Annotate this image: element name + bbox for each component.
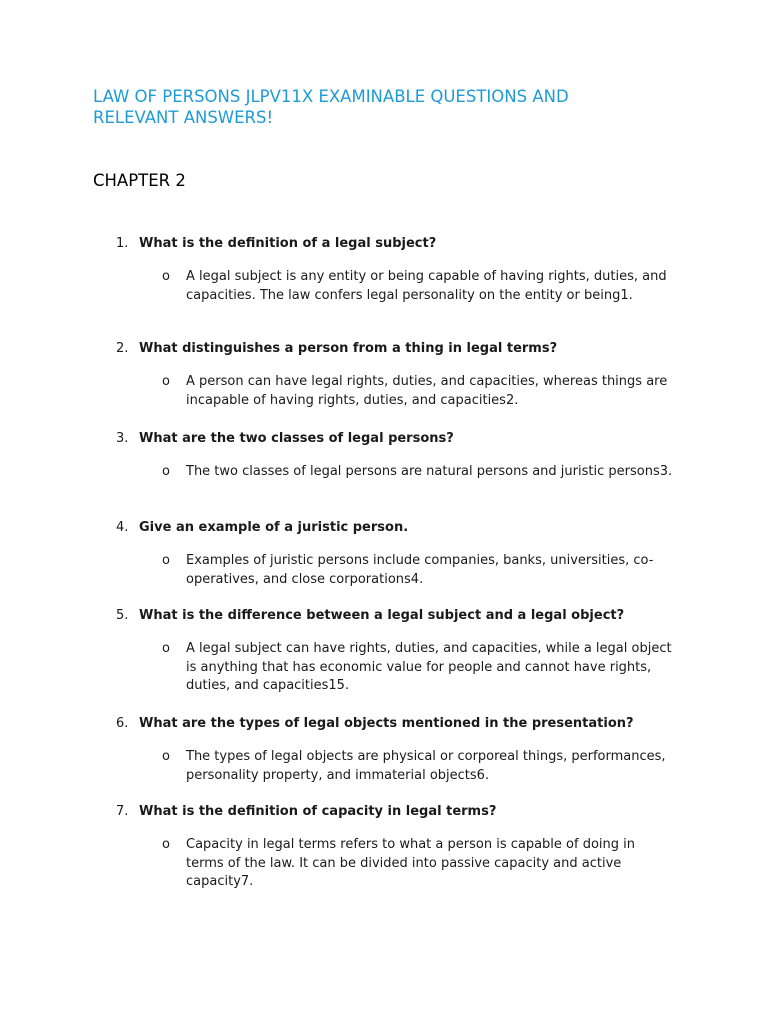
question-text: Give an example of a juristic person.	[139, 520, 409, 535]
question-number: 7.	[116, 804, 129, 819]
question-number: 6.	[116, 716, 129, 731]
question-number: 1.	[116, 236, 129, 251]
question-number: 5.	[116, 608, 129, 623]
answer-text: A legal subject can have rights, duties, and capacities, while a legal object is anything that has economic value for people and cannot have rights, duties, and capacities15.	[186, 641, 672, 694]
bullet-icon: o	[162, 641, 170, 656]
answer-text: The types of legal objects are physical or corporeal things, performances, personality property, and immaterial objects6.	[186, 749, 666, 783]
bullet-icon: o	[162, 749, 170, 764]
question-item	[0, 518, 768, 606]
question-number: 2.	[116, 341, 129, 356]
question-number: 4.	[116, 520, 129, 535]
question-text: What are the types of legal objects mentioned in the presentation?	[139, 716, 634, 731]
bullet-icon: o	[162, 464, 170, 479]
bullet-icon: o	[162, 553, 170, 568]
question-list	[0, 234, 768, 892]
bullet-icon: o	[162, 374, 170, 389]
question-text: What is the definition of capacity in legal terms?	[139, 804, 497, 819]
question-text: What is the difference between a legal subject and a legal object?	[139, 608, 625, 623]
question-item	[0, 339, 768, 429]
question-item	[0, 714, 768, 802]
answer-text: A legal subject is any entity or being capable of having rights, duties, and capacities. The law confers legal personality on the entity or being1.	[186, 269, 667, 303]
question-text: What is the definition of a legal subject?	[139, 236, 437, 251]
bullet-icon: o	[162, 269, 170, 284]
answer-text: The two classes of legal persons are natural persons and juristic persons3.	[186, 464, 673, 479]
question-item	[0, 606, 768, 714]
document-title: LAW OF PERSONS JLPV11X EXAMINABLE QUESTIONS AND RELEVANT ANSWERS!	[93, 87, 569, 127]
question-text: What are the two classes of legal persons?	[139, 431, 454, 446]
question-text: What distinguishes a person from a thing in legal terms?	[139, 341, 558, 356]
answer-text: A person can have legal rights, duties, and capacities, whereas things are incapable of having rights, duties, and capacities2.	[186, 374, 668, 408]
answer-text: Examples of juristic persons include companies, banks, universities, co-operatives, and close corporations4.	[186, 553, 654, 587]
question-item	[0, 802, 768, 892]
answer-text: Capacity in legal terms refers to what a person is capable of doing in terms of the law. It can be divided into passive capacity and active capacity7.	[186, 837, 636, 890]
question-item	[0, 234, 768, 339]
chapter-heading: CHAPTER 2	[93, 171, 186, 190]
question-number: 3.	[116, 431, 129, 446]
question-item	[0, 429, 768, 518]
bullet-icon: o	[162, 837, 170, 852]
